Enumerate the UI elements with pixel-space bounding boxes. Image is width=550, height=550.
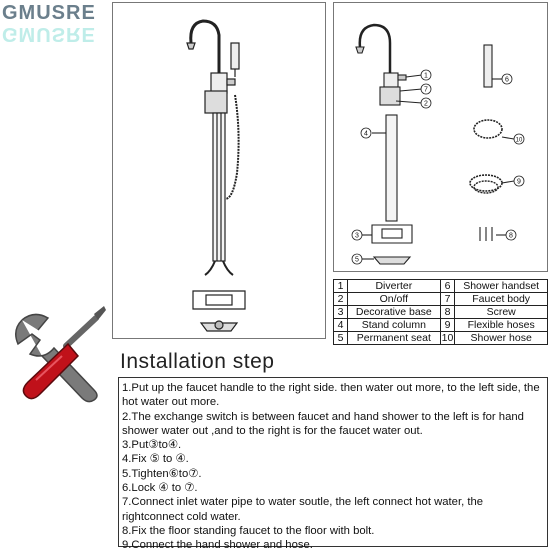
part-number: 3 bbox=[334, 306, 348, 319]
installation-step: 7.Connect inlet water pipe to water soutle, the left connect hot water, the rightconnect cold water. bbox=[122, 496, 484, 523]
svg-text:6: 6 bbox=[505, 76, 509, 84]
callout-4 bbox=[361, 128, 371, 138]
part-number: 5 bbox=[334, 332, 348, 345]
part-number: 8 bbox=[440, 306, 455, 319]
exploded-parts-illustration bbox=[334, 3, 547, 271]
callout-7 bbox=[421, 84, 431, 94]
callout-3 bbox=[352, 230, 362, 240]
legend-row bbox=[334, 306, 548, 319]
part-name: Permanent seat bbox=[348, 332, 441, 345]
installation-step: 4.Fix ⑤ to ④. bbox=[122, 453, 189, 466]
installation-step: 5.Tighten⑥to⑦. bbox=[122, 467, 202, 480]
tools-illustration bbox=[8, 300, 108, 405]
installation-step: 2.The exchange switch is between faucet and hand shower to the left is for hand shower water out ,and to the right is for the faucet water out. bbox=[122, 410, 524, 437]
svg-text:3: 3 bbox=[355, 232, 359, 240]
part-number: 1 bbox=[334, 280, 348, 293]
callout-2 bbox=[421, 98, 431, 108]
part-name: Shower hose bbox=[455, 332, 548, 345]
svg-text:8: 8 bbox=[509, 232, 513, 240]
svg-text:7: 7 bbox=[424, 86, 428, 94]
installation-steps-box bbox=[118, 377, 548, 550]
callout-10 bbox=[514, 134, 524, 144]
brand-name-reflection: GMUSRE bbox=[2, 23, 96, 45]
exploded-parts-panel bbox=[333, 2, 548, 272]
parts-legend-table bbox=[333, 279, 548, 345]
part-name: Faucet body bbox=[455, 293, 548, 306]
part-name: Shower handset bbox=[455, 280, 548, 293]
part-number: 2 bbox=[334, 293, 348, 306]
svg-text:2: 2 bbox=[424, 100, 428, 108]
callout-9 bbox=[514, 176, 524, 186]
brand-logo bbox=[2, 2, 112, 46]
part-number: 7 bbox=[440, 293, 455, 306]
part-name: On/off bbox=[348, 293, 441, 306]
part-number: 9 bbox=[440, 319, 455, 332]
part-name: Screw bbox=[455, 306, 548, 319]
svg-text:10: 10 bbox=[515, 137, 523, 144]
svg-text:9: 9 bbox=[517, 178, 521, 186]
svg-text:4: 4 bbox=[364, 130, 368, 138]
legend-row bbox=[334, 332, 548, 345]
assembled-faucet-illustration bbox=[113, 3, 325, 338]
brand-name: GMUSRE bbox=[2, 2, 96, 24]
installation-step: 3.Put③to④. bbox=[122, 439, 182, 452]
installation-step: 9.Connect the hand shower and hose. bbox=[122, 539, 313, 550]
installation-step: 1.Put up the faucet handle to the right side. then water out more, to the left side, the hot water out more. bbox=[122, 382, 540, 409]
callout-6 bbox=[502, 74, 512, 84]
part-name: Flexible hoses bbox=[455, 319, 548, 332]
assembled-faucet-panel bbox=[112, 2, 326, 339]
part-number: 4 bbox=[334, 319, 348, 332]
part-number: 6 bbox=[440, 280, 455, 293]
callout-5 bbox=[352, 254, 362, 264]
part-name: Decorative base bbox=[348, 306, 441, 319]
part-number: 10 bbox=[441, 332, 454, 344]
callout-1 bbox=[421, 70, 431, 80]
installation-title: Installation step bbox=[120, 350, 275, 373]
installation-step: 8.Fix the floor standing faucet to the floor with bolt. bbox=[122, 524, 375, 537]
legend-row bbox=[334, 319, 548, 332]
callout-8 bbox=[506, 230, 516, 240]
legend-row bbox=[334, 293, 548, 306]
part-name: Diverter bbox=[348, 280, 441, 293]
svg-text:1: 1 bbox=[424, 72, 428, 80]
legend-row bbox=[334, 280, 548, 293]
installation-step: 6.Lock ④ to ⑦. bbox=[122, 482, 198, 495]
svg-text:5: 5 bbox=[355, 256, 359, 264]
part-name: Stand column bbox=[348, 319, 441, 332]
